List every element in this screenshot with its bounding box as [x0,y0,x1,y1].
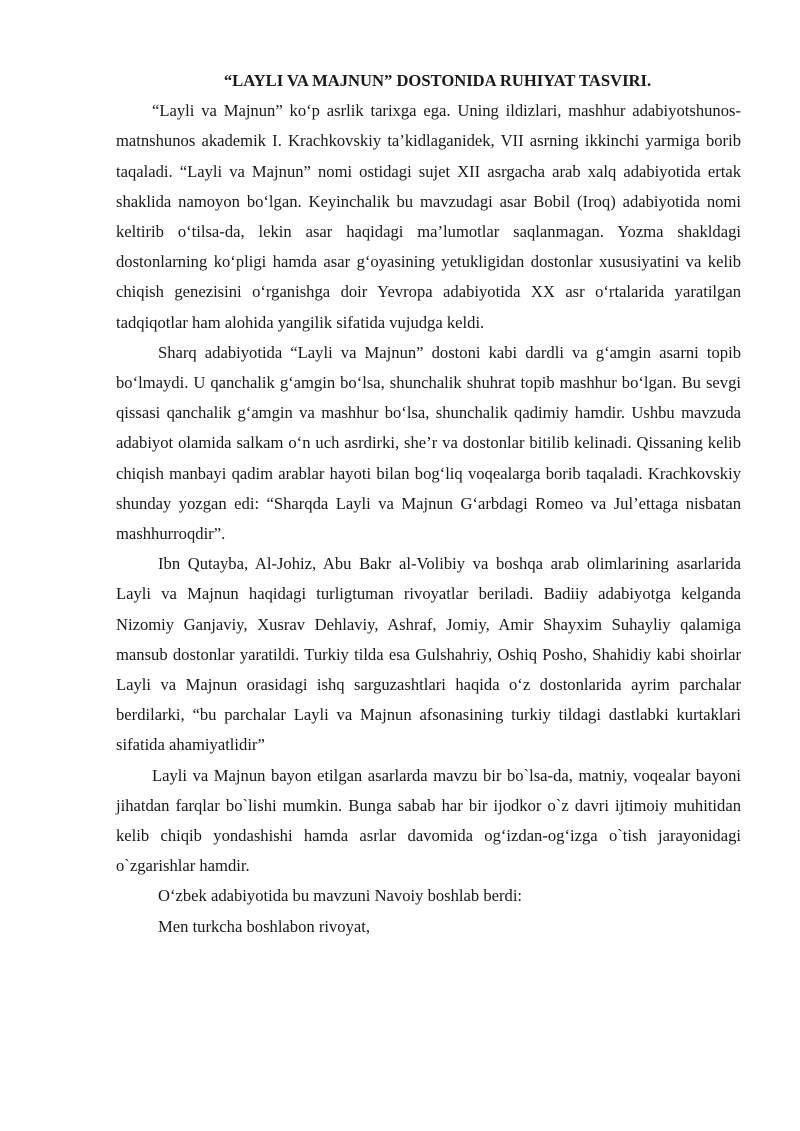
paragraph-arab-scholars: Ibn Qutayba, Al-Johiz, Abu Bakr al-Volibiy va boshqa arab olimlarining asarlarida Layli va Majnun haqidagi turligtuman rivoyatlar beriladi. Badiiy adabiyotga kelganda Nizomiy Ganjaviy, Xusrav Dehlaviy, Ashraf, Jomiy, Amir Shayxim Suhayliy qalamiga mansub dostonlar yaratildi. Turkiy tilda esa Gulshahriy, Oshiq Posho, Shahidiy kabi shoirlar Layli va Majnun orasidagi ishq sarguzashtlari haqida o‘z dostonlarida ayrim parchalar berdilarki, “bu parchalar Layli va Majnun afsonasining turkiy tildagi dastlabki kurtaklari sifatida ahamiyatlidir” [116,554,741,755]
verse-line: Men turkcha boshlabon rivoyat, [158,916,370,936]
paragraph-eastern-literature: Sharq adabiyotida “Layli va Majnun” dostoni kabi dardli va g‘amgin asarni topib bo‘lmaydi. U qanchalik g‘amgin bo‘lsa, shunchalik shuhrat topib mashhur bo‘lgan. Bu sevgi qissasi qanchalik g‘amgin va mashhur bo‘lsa, shunchalik qadimiy hamdir. Ushbu mavzuda adabiyot olamida salkam o‘n uch asrdirki, she’r va dostonlar bitilib kelinadi. Qissaning kelib chiqish manbayi qadim arablar hayoti bilan bog‘liq voqealarga borib taqaladi. Krachkovskiy shunday yozgan edi: “Sharqda Layli va Majnun G‘arbdagi Romeo va Jul’ettaga nisbatan mashhurroqdir”. [116,342,741,544]
paragraph-history: “Layli va Majnun” ko‘p asrlik tarixga ega. Uning ildizlari, mashhur adabiyotshunos-matnshunos akademik I. Krachkovskiy ta’kidlaganidek, VII asrning ikkinchi yarmiga borib taqaladi. “Layli va Majnun” nomi ostidagi sujet XII asrgacha arab xalq adabiyotida ertak shaklida namoyon bo‘lgan. Keyinchalik bu mavzudagi asar Bobil (Iroq) adabiyotida nomi keltirib o‘tilsa-da, lekin asar haqidagi ma’lumotlar saqlanmagan. Yozma shakldagi dostonlarning ko‘pligi hamda asar g‘oyasining yetukligidan dostonlar xususiyatini va kelib chiqish genezisini o‘rganishga doir Yevropa adabiyotida XX asr o‘rtalarida yaratilgan tadqiqotlar ham alohida yangilik sifatida vujudga keldi. [116,101,741,332]
document-title: “LAYLI VA MAJNUN” DOSTONIDA RUHIYAT TASVIRI. [223,71,652,90]
paragraph-differences: Layli va Majnun bayon etilgan asarlarda mavzu bir bo`lsa-da, matniy, voqealar bayoni jihatdan farqlar bo`lishi mumkin. Bunga sabab har bir ijodkor o`z davri ijtimoiy muhitidan kelib chiqib yondashishi hamda asrlar davomida og‘izdan-og‘izga o`tish jarayonidagi o`zgarishlar hamdir. [116,765,741,876]
paragraph-navoiy: O‘zbek adabiyotida bu mavzuni Navoiy boshlab berdi: [158,886,523,906]
document-page [116,66,741,942]
